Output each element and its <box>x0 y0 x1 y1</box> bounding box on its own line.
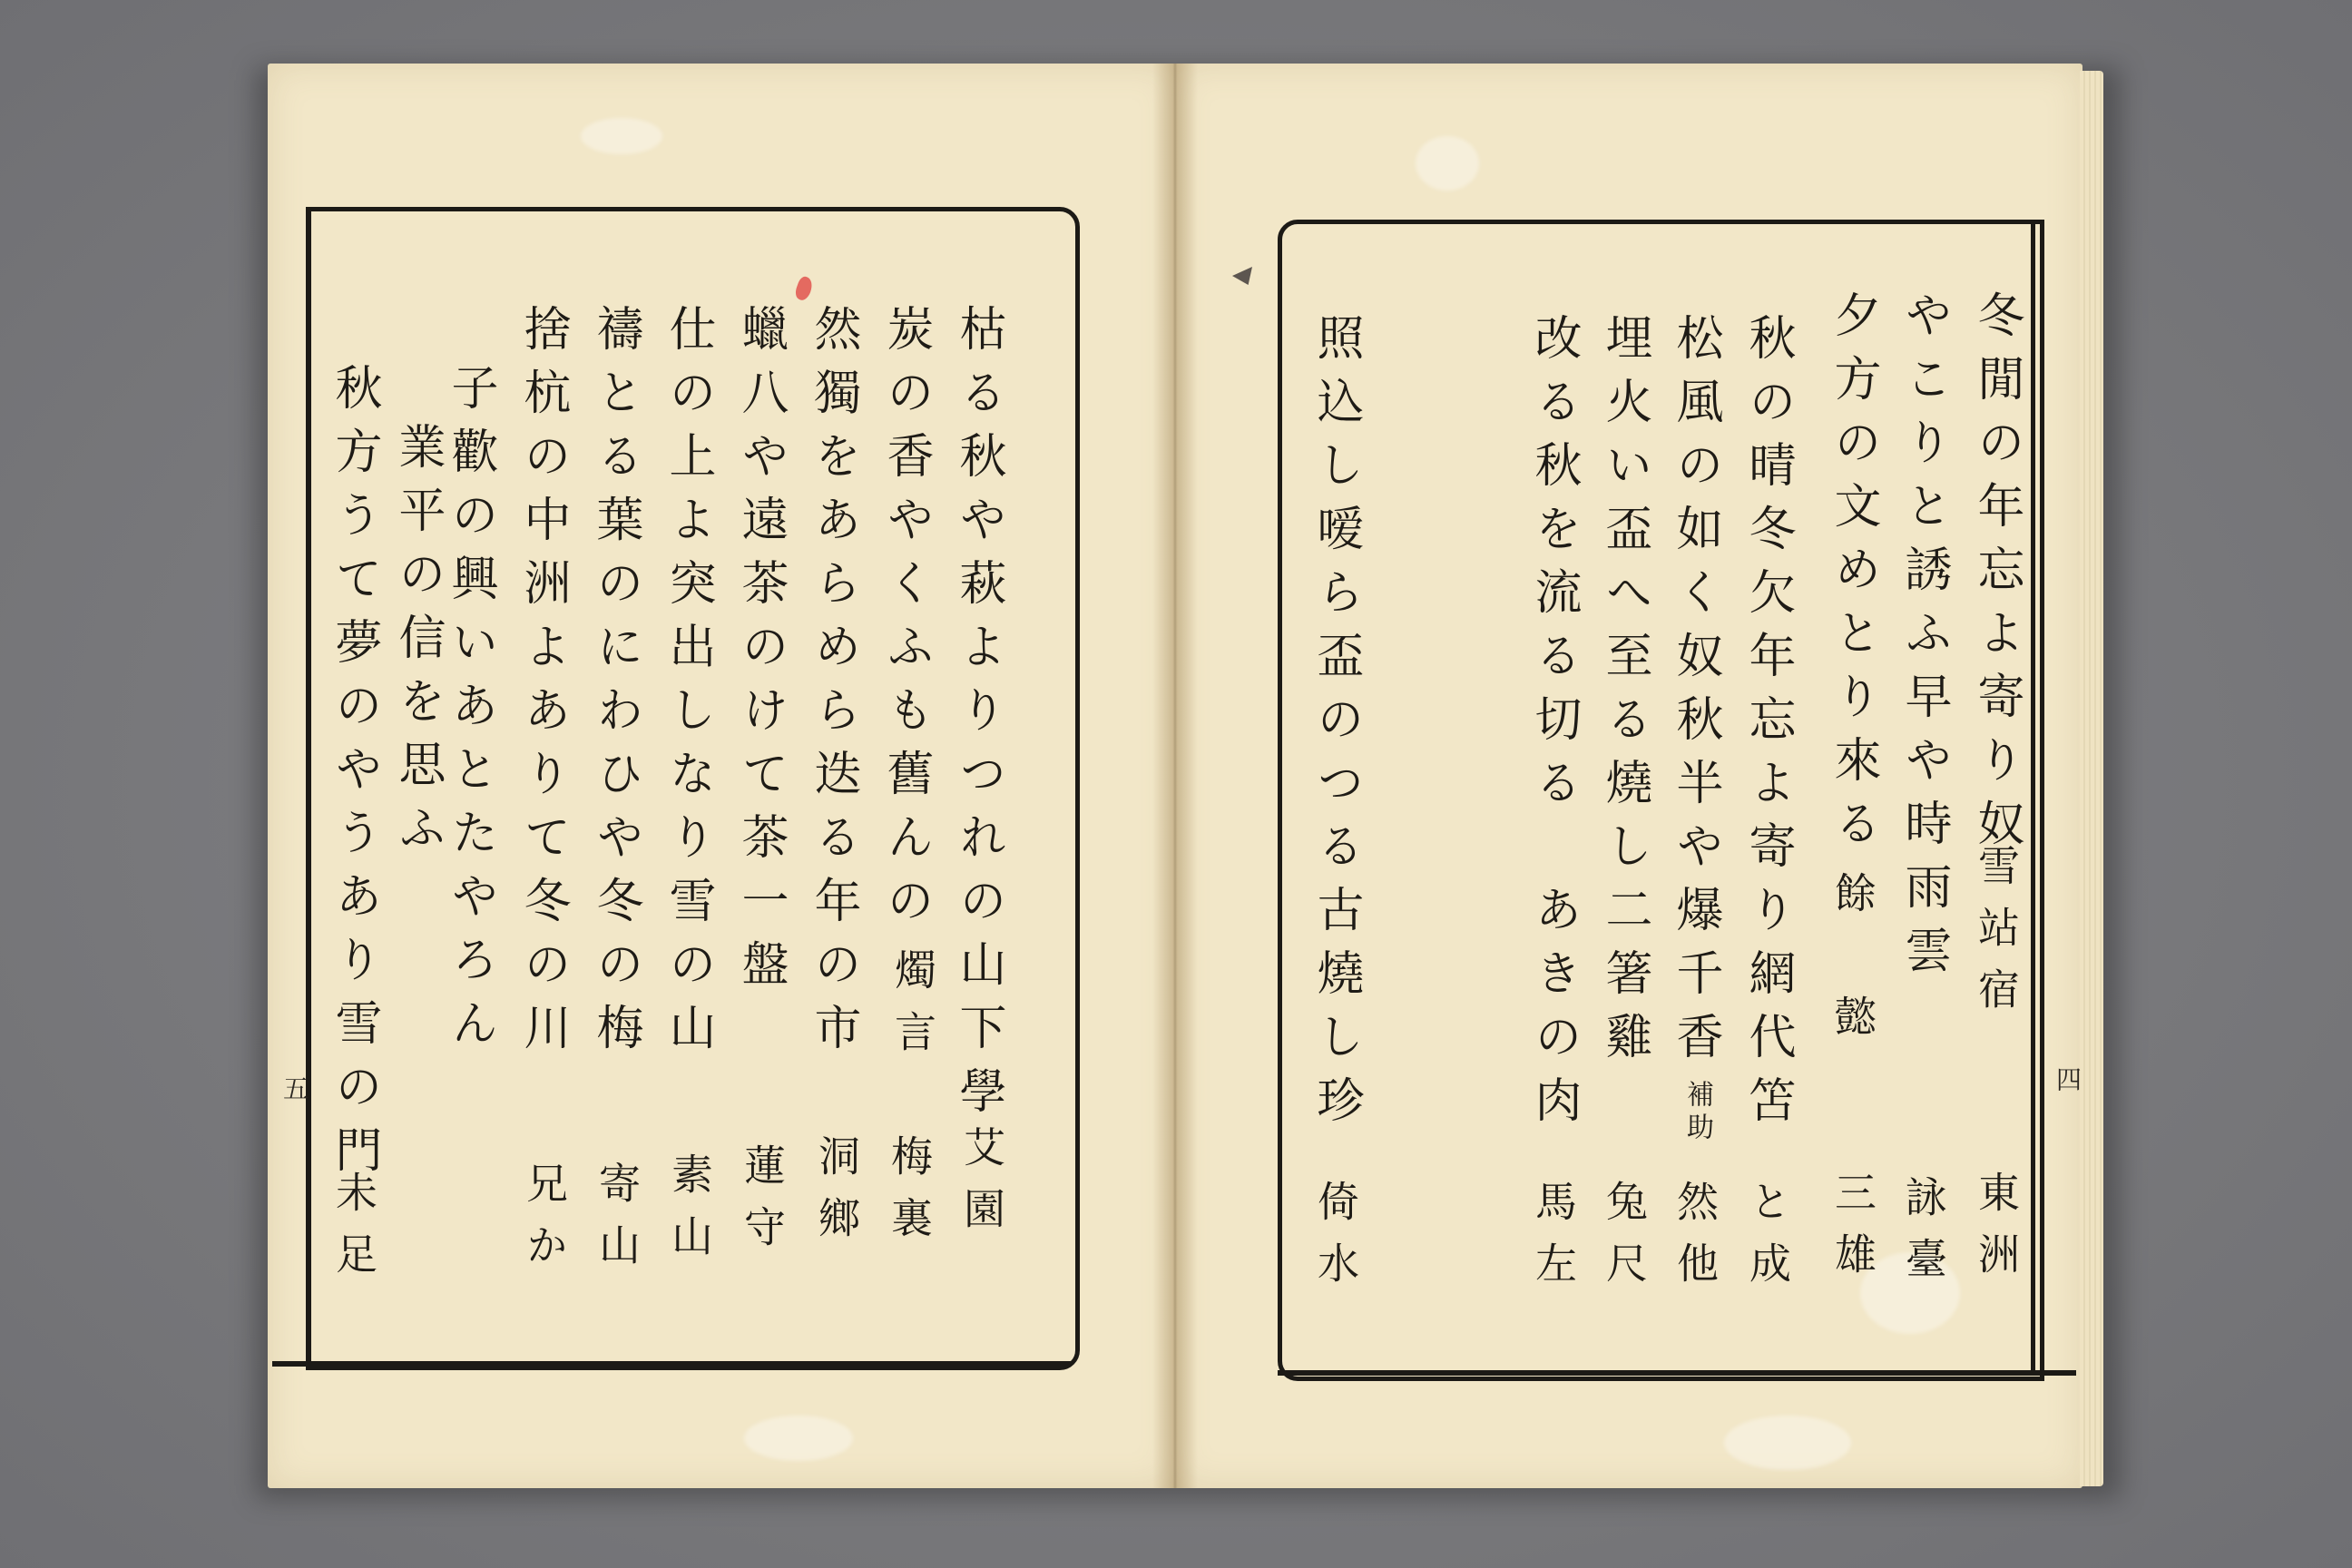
left-frame-rule <box>306 207 311 1370</box>
poem-verse: 秋方うて夢のやうあり雪の門 <box>327 363 381 1189</box>
poet-name: 詠臺 <box>1899 1175 1948 1298</box>
poem-verse: 枯る秋や萩よりつれの山下學 <box>951 304 1005 1130</box>
poet-name: 素山 <box>665 1152 714 1276</box>
poem-verse: 業平の信を思ふ <box>390 422 445 867</box>
poem-verse: 蠟八や遠茶のけて茶一盤 <box>733 304 788 1003</box>
poet-name: 餘 懿 <box>1828 871 1877 1056</box>
poet-name: 蓮守 <box>738 1143 787 1267</box>
poem-verse: 埋火い盃へ至る燒し二箸雞 <box>1597 313 1651 1075</box>
poet-name: 然他 <box>1671 1180 1720 1303</box>
book-gutter <box>1152 64 1198 1488</box>
poet-name: 倚水 <box>1311 1180 1360 1303</box>
left-bottom-rule <box>272 1361 1071 1367</box>
poet-name: 馬左 <box>1529 1180 1578 1303</box>
poem-verse: 然獨をあらめら迭る年の市 <box>806 304 860 1066</box>
poem-verse: 冬閒の年忘よ寄り奴 <box>1969 290 2024 862</box>
poem-verse: やこりと誘ふ早や時雨雲 <box>1896 290 1951 989</box>
paper-stain <box>744 1416 853 1461</box>
poem-verse: 仕の上よ突出しなり雪の山 <box>661 304 715 1066</box>
right-bottom-rule <box>1278 1370 2076 1376</box>
paper-stain <box>1724 1416 1851 1470</box>
poet-name: 雪站宿 <box>1972 844 2021 1029</box>
poet-name: 寄山 <box>593 1161 642 1285</box>
poet-name: 洞鄉 <box>812 1134 861 1258</box>
poet-name: 兄か <box>520 1161 569 1285</box>
right-frame-rule <box>2031 220 2035 1375</box>
page-edges <box>2080 71 2103 1486</box>
annotation: 補助 <box>1681 1080 1713 1145</box>
poem-verse: 捨杭の中洲よありて冬の川 <box>515 304 570 1066</box>
poem-verse: 炭の香やくふも舊んの <box>878 304 933 939</box>
poem-verse: 禱とる葉のにわひや冬の梅 <box>588 304 642 1066</box>
right-folio: 四 <box>2053 1066 2082 1092</box>
paper-stain <box>1416 136 1479 191</box>
poet-name: 兔尺 <box>1600 1180 1649 1303</box>
poet-name: 三雄 <box>1828 1171 1877 1294</box>
poet-name: 艾園 <box>957 1125 1006 1249</box>
poem-verse: 秋の晴冬欠年忘よ寄り網代笘 <box>1740 313 1795 1139</box>
poet-name: 梅裏 <box>885 1134 934 1258</box>
poet-name: 燭言 <box>888 948 937 1072</box>
poem-verse: 子歡の興いあとたやろん <box>443 363 497 1062</box>
poet-name: 未足 <box>329 1171 378 1294</box>
poem-verse: 改る秋を流る切る あきの肉 <box>1526 313 1581 1139</box>
poem-verse: 照込し嗳ら盃のつる古燒し珍 <box>1308 313 1363 1139</box>
poet-name: と成 <box>1743 1180 1792 1303</box>
paper-stain <box>581 118 662 154</box>
poem-verse: 夕方の文めとり來る <box>1826 290 1880 862</box>
poet-name: 東洲 <box>1972 1171 2021 1294</box>
left-folio: 五 <box>279 1075 309 1101</box>
poem-verse: 松風の如く奴秋半や爆千香 <box>1668 313 1722 1075</box>
